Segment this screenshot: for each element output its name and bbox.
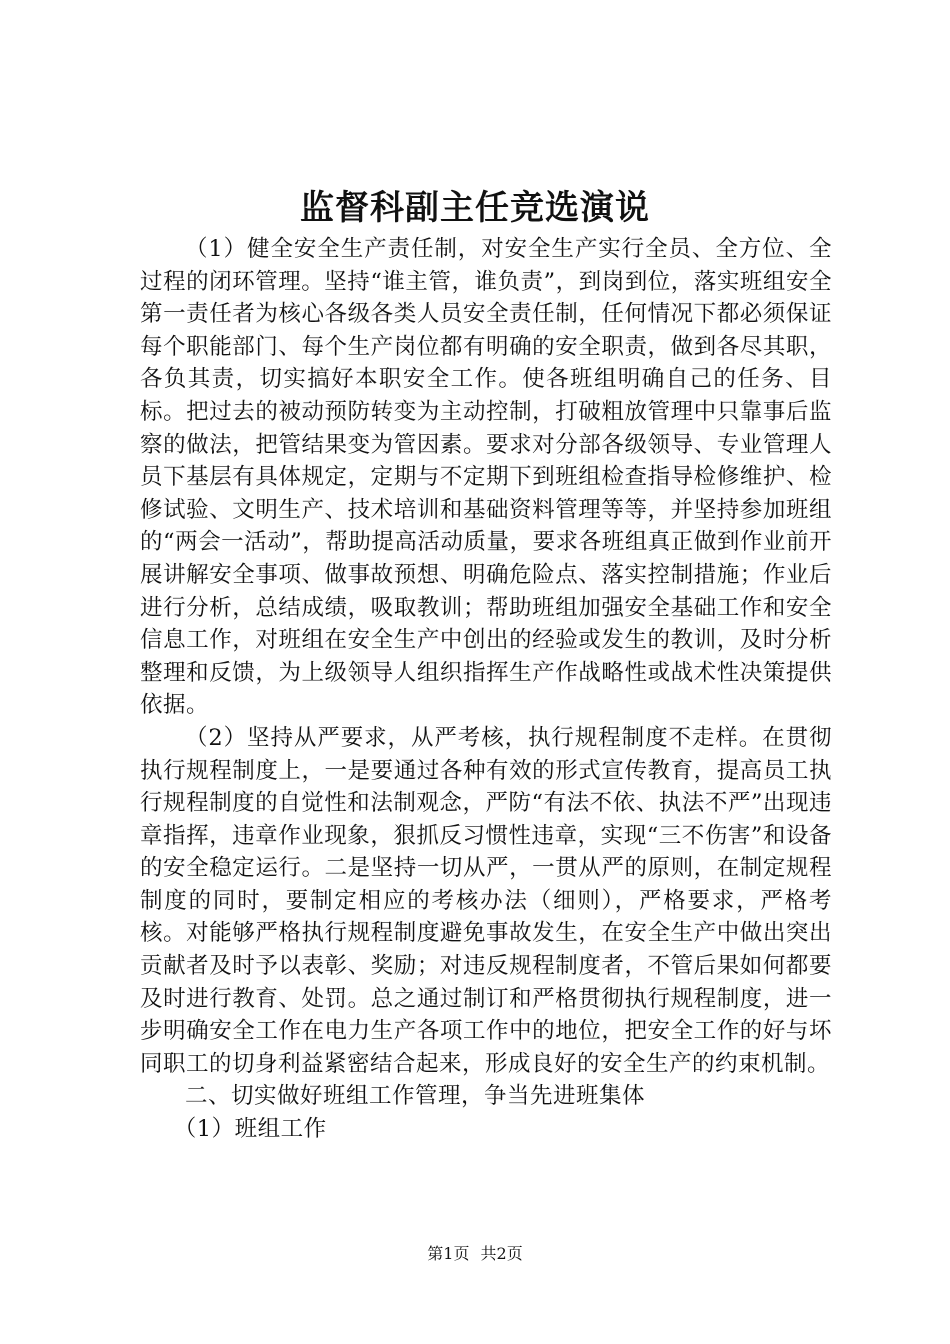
- section-heading: 二、切实做好班组工作管理，争当先进班集体: [185, 1083, 646, 1110]
- subsection-heading: （1）班组工作: [173, 1116, 327, 1143]
- page-footer: 第1页 共2页: [427, 1244, 523, 1263]
- document-title: 监督科副主任竞选演说: [300, 188, 650, 228]
- paragraph-1: （1）健全安全生产责任制，对安全生产实行全员、全方位、全过程的闭环管理。坚持“谁主管，谁负责”，到岗到位，落实班组安全第一责任者为核心各级各类人员安全责任制，任何情况下都必须保证每个职能部门、每个生产岗位都有明确的安全职责，做到各尽其职，各负其责，切实搞好本职安全工作。使各班组明确自己的任务、目标。把过去的被动预防转变为主动控制，打破粗放管理中只靠事后监察的做法，把管结果变为管因素。要求对分部各级领导、专业管理人员下基层有具体规定，定期与不定期下到班组检查指导检修维护、检修试验、文明生产、技术培训和基础资料管理等等，并坚持参加班组的“两会一活动”，帮助提高活动质量，要求各班组真正做到作业前开展讲解安全事项、做事故预想、明确危险点、落实控制措施；作业后进行分析，总结成绩，吸取教训；帮助班组加强安全基础工作和安全信息工作，对班组在安全生产中创出的经验或发生的教训，及时分析整理和反馈，为上级领导人组织指挥生产作战略性或战术性决策提供依据。: [140, 236, 832, 719]
- document-body: [140, 233, 832, 1146]
- paragraph-2: （2）坚持从严要求，从严考核，执行规程制度不走样。在贯彻执行规程制度上，一是要通过各种有效的形式宣传教育，提高员工执行规程制度的自觉性和法制观念，严防“有法不依、执法不严”出现违章指挥，违章作业现象，狠抓反习惯性违章，实现“三不伤害”和设备的安全稳定运行。二是坚持一切从严，一贯从严的原则，在制定规程制度的同时，要制定相应的考核办法（细则），严格要求，严格考核。对能够严格执行规程制度避免事故发生，在安全生产中做出突出贡献者及时予以表彰、奖励；对违反规程制度者，不管后果如何都要及时进行教育、处罚。总之通过制订和严格贯彻执行规程制度，进一步明确安全工作在电力生产各项工作中的地位，把安全工作的好与坏同职工的切身利益紧密结合起来，形成良好的安全生产的约束机制。: [140, 724, 832, 1077]
